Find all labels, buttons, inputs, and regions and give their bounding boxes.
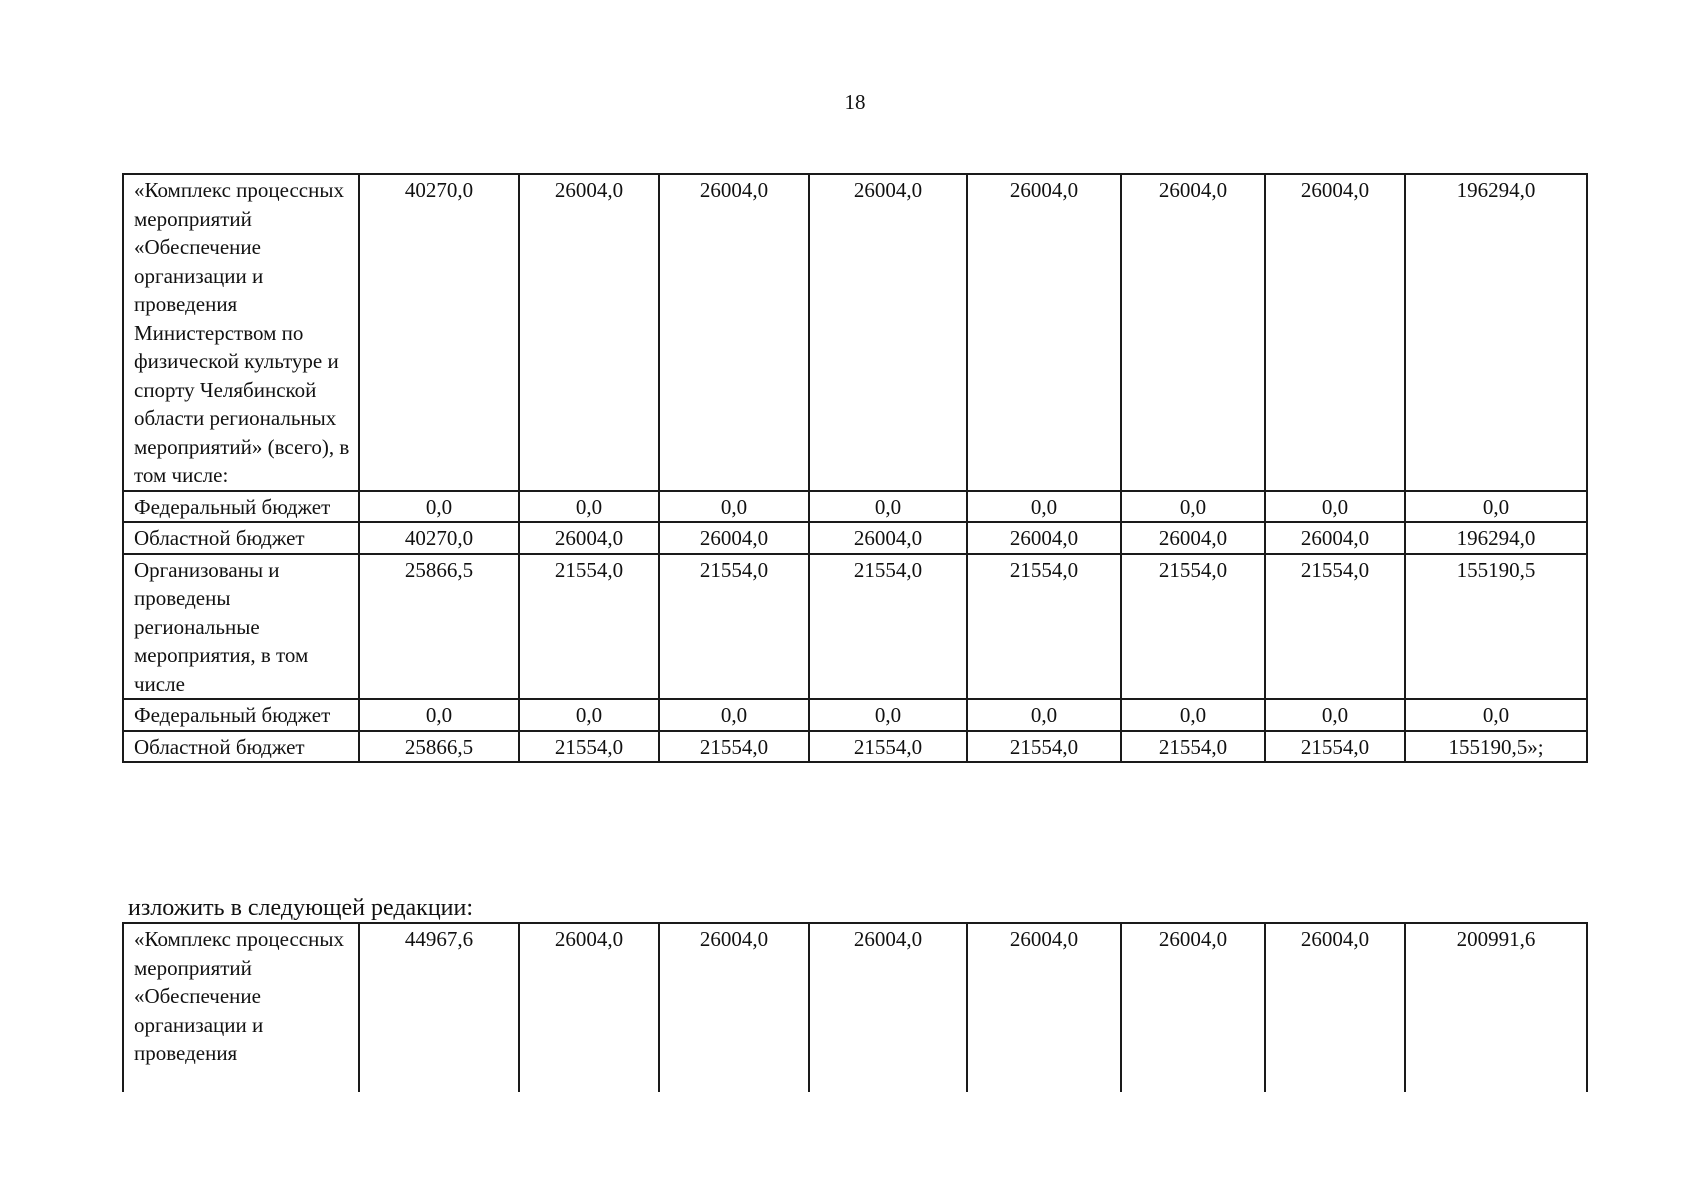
table-row [123,923,1587,1092]
value-cell: 26004,0 [967,174,1121,491]
value-cell: 26004,0 [519,522,659,554]
value-cell: 21554,0 [809,731,967,763]
value-cell: 196294,0 [1405,174,1587,491]
value-cell: 26004,0 [1265,522,1405,554]
table-row [123,731,1587,763]
value-cell: 26004,0 [1265,174,1405,491]
value-cell: 26004,0 [1121,174,1265,491]
value-cell: 26004,0 [1121,522,1265,554]
value-cell: 155190,5»; [1405,731,1587,763]
value-cell: 26004,0 [809,174,967,491]
value-cell: 0,0 [659,699,809,731]
value-cell: 21554,0 [1265,731,1405,763]
value-cell: 26004,0 [519,923,659,1092]
value-cell: 26004,0 [1121,923,1265,1092]
row-label: Областной бюджет [123,731,359,763]
value-cell: 40270,0 [359,174,519,491]
value-cell: 0,0 [809,491,967,523]
value-cell: 0,0 [967,699,1121,731]
value-cell: 21554,0 [659,554,809,700]
value-cell: 26004,0 [659,522,809,554]
value-cell: 21554,0 [519,731,659,763]
table-body [123,174,1587,762]
table-row [123,491,1587,523]
value-cell: 155190,5 [1405,554,1587,700]
value-cell: 25866,5 [359,554,519,700]
value-cell: 44967,6 [359,923,519,1092]
value-cell: 26004,0 [659,174,809,491]
value-cell: 0,0 [659,491,809,523]
value-cell: 26004,0 [967,923,1121,1092]
row-label: Федеральный бюджет [123,699,359,731]
table-row [123,174,1587,491]
value-cell: 25866,5 [359,731,519,763]
value-cell: 26004,0 [519,174,659,491]
table-row [123,699,1587,731]
value-cell: 21554,0 [1121,731,1265,763]
row-label: Федеральный бюджет [123,491,359,523]
table-row [123,522,1587,554]
value-cell: 0,0 [1121,491,1265,523]
value-cell: 0,0 [809,699,967,731]
value-cell: 21554,0 [519,554,659,700]
row-label: «Комплекс процессных мероприятий «Обеспечение организации и проведения [123,923,359,1092]
value-cell: 21554,0 [967,731,1121,763]
value-cell: 0,0 [1405,699,1587,731]
value-cell: 26004,0 [1265,923,1405,1092]
value-cell: 196294,0 [1405,522,1587,554]
value-cell: 21554,0 [1121,554,1265,700]
row-label: Организованы и проведены региональные мероприятия, в том числе [123,554,359,700]
row-label: «Комплекс процессных мероприятий «Обеспечение организации и проведения Министерством по физической культуре и спорту Челябинской области региональных мероприятий» (всего), в том числе: [123,174,359,491]
value-cell: 21554,0 [1265,554,1405,700]
row-label: Областной бюджет [123,522,359,554]
value-cell: 40270,0 [359,522,519,554]
value-cell: 21554,0 [659,731,809,763]
value-cell: 0,0 [1265,699,1405,731]
budget-table-after [122,922,1588,1092]
value-cell: 26004,0 [809,522,967,554]
value-cell: 0,0 [519,491,659,523]
value-cell: 26004,0 [967,522,1121,554]
budget-table-before [122,173,1588,763]
value-cell: 26004,0 [659,923,809,1092]
table-body [123,923,1587,1092]
value-cell: 26004,0 [809,923,967,1092]
intro-text: изложить в следующей редакции: [128,895,474,921]
value-cell: 21554,0 [967,554,1121,700]
value-cell: 200991,6 [1405,923,1587,1092]
page-number: 18 [844,90,866,114]
value-cell: 0,0 [359,491,519,523]
value-cell: 0,0 [359,699,519,731]
value-cell: 0,0 [1121,699,1265,731]
value-cell: 0,0 [519,699,659,731]
table-row [123,554,1587,700]
value-cell: 21554,0 [809,554,967,700]
value-cell: 0,0 [967,491,1121,523]
value-cell: 0,0 [1405,491,1587,523]
value-cell: 0,0 [1265,491,1405,523]
